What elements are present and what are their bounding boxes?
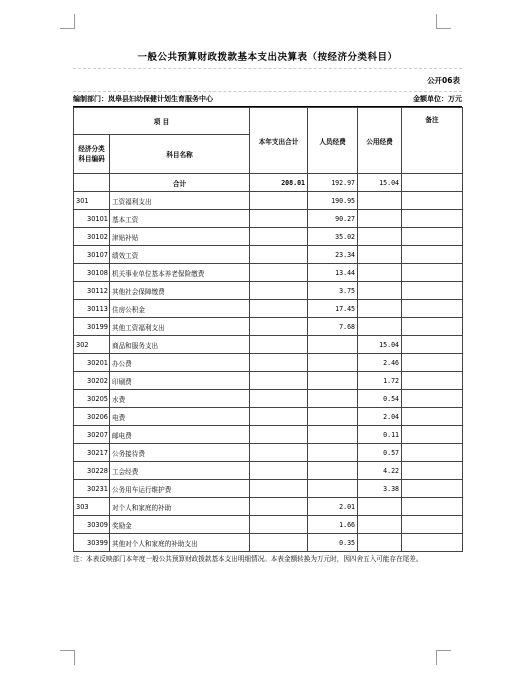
row-personnel <box>308 372 358 390</box>
unit-label: 金额单位：万元 <box>413 95 462 103</box>
row-total <box>250 264 308 282</box>
row-public <box>358 318 402 336</box>
row-name: 水费 <box>110 390 250 408</box>
row-personnel <box>308 408 358 426</box>
row-name: 其他对个人和家庭的补助支出 <box>110 534 250 552</box>
table-row <box>74 498 463 516</box>
header-item-group: 项 目 <box>74 108 250 135</box>
page-corner-mark-top-right <box>436 14 451 29</box>
row-code: 301 <box>74 192 110 210</box>
row-public <box>358 516 402 534</box>
row-personnel: 190.95 <box>308 192 358 210</box>
row-remark <box>402 462 463 480</box>
row-code: 30113 <box>74 300 110 318</box>
total-label: 合计 <box>110 174 250 192</box>
table-row <box>74 228 463 246</box>
row-code: 30207 <box>74 426 110 444</box>
table-header-row <box>74 108 463 135</box>
table-row <box>74 246 463 264</box>
row-public: 15.04 <box>358 336 402 354</box>
expenditure-table <box>73 107 463 552</box>
row-public <box>358 264 402 282</box>
row-public <box>358 192 402 210</box>
row-remark <box>402 192 463 210</box>
row-remark <box>402 228 463 246</box>
row-total <box>250 192 308 210</box>
row-name: 机关事业单位基本养老保险缴费 <box>110 264 250 282</box>
row-personnel: 7.68 <box>308 318 358 336</box>
total-personnel: 192.97 <box>308 174 358 192</box>
row-total <box>250 246 308 264</box>
row-total <box>250 210 308 228</box>
row-public <box>358 282 402 300</box>
row-code: 30199 <box>74 318 110 336</box>
row-personnel: 2.01 <box>308 498 358 516</box>
total-row <box>74 174 463 192</box>
row-public <box>358 228 402 246</box>
table-note: 注：本表反映部门本年度一般公共预算财政拨款基本支出明细情况。本表金额转换为万元时，因四舍五入可能存在尾差。 <box>73 555 423 563</box>
row-code: 30101 <box>74 210 110 228</box>
row-remark <box>402 390 463 408</box>
row-total <box>250 228 308 246</box>
row-remark <box>402 516 463 534</box>
row-remark <box>402 426 463 444</box>
row-code: 30217 <box>74 444 110 462</box>
row-personnel: 23.34 <box>308 246 358 264</box>
table-body <box>74 192 463 552</box>
row-name: 办公费 <box>110 354 250 372</box>
row-total <box>250 300 308 318</box>
table-row <box>74 462 463 480</box>
row-public: 0.54 <box>358 390 402 408</box>
row-remark <box>402 336 463 354</box>
row-personnel: 13.44 <box>308 264 358 282</box>
page-corner-mark-bottom-left <box>60 650 75 665</box>
row-total <box>250 282 308 300</box>
row-name: 奖励金 <box>110 516 250 534</box>
row-public: 3.38 <box>358 480 402 498</box>
table-row <box>74 264 463 282</box>
row-code: 302 <box>74 336 110 354</box>
header-personnel: 人员经费 <box>308 108 358 174</box>
table-row <box>74 336 463 354</box>
row-remark <box>402 300 463 318</box>
table-row <box>74 408 463 426</box>
row-personnel: 35.02 <box>308 228 358 246</box>
table-row <box>74 318 463 336</box>
row-total <box>250 372 308 390</box>
table-row <box>74 372 463 390</box>
row-total <box>250 480 308 498</box>
table-row <box>74 210 463 228</box>
row-remark <box>402 372 463 390</box>
row-name: 基本工资 <box>110 210 250 228</box>
header-total: 本年支出合计 <box>250 108 308 174</box>
row-total <box>250 336 308 354</box>
row-code: 30201 <box>74 354 110 372</box>
row-name: 公务接待费 <box>110 444 250 462</box>
row-total <box>250 426 308 444</box>
org-label: 编制部门：岚皋县妇幼保健计划生育服务中心 <box>73 95 213 103</box>
row-code: 30399 <box>74 534 110 552</box>
row-personnel <box>308 444 358 462</box>
row-remark <box>402 354 463 372</box>
row-name: 邮电费 <box>110 426 250 444</box>
page-corner-mark-top-left <box>60 14 75 29</box>
row-code: 30112 <box>74 282 110 300</box>
row-personnel <box>308 480 358 498</box>
row-name: 住房公积金 <box>110 300 250 318</box>
row-total <box>250 444 308 462</box>
row-personnel <box>308 336 358 354</box>
form-code: 公开06表 <box>73 69 462 92</box>
row-personnel <box>308 426 358 444</box>
row-remark <box>402 444 463 462</box>
row-code: 30309 <box>74 516 110 534</box>
row-public: 2.04 <box>358 408 402 426</box>
row-name: 其他社会保障缴费 <box>110 282 250 300</box>
row-public <box>358 498 402 516</box>
total-amount: 208.01 <box>250 174 308 192</box>
row-code: 30102 <box>74 228 110 246</box>
row-name: 工会经费 <box>110 462 250 480</box>
table-row <box>74 354 463 372</box>
row-name: 印刷费 <box>110 372 250 390</box>
row-personnel: 90.27 <box>308 210 358 228</box>
row-public: 4.22 <box>358 462 402 480</box>
report-sheet <box>73 44 462 564</box>
row-total <box>250 408 308 426</box>
row-public <box>358 300 402 318</box>
row-name: 绩效工资 <box>110 246 250 264</box>
row-public <box>358 534 402 552</box>
row-total <box>250 318 308 336</box>
total-public: 15.04 <box>358 174 402 192</box>
table-row <box>74 534 463 552</box>
row-personnel: 3.75 <box>308 282 358 300</box>
row-code: 30205 <box>74 390 110 408</box>
header-name: 科目名称 <box>110 135 250 174</box>
row-code: 30107 <box>74 246 110 264</box>
row-remark <box>402 318 463 336</box>
row-name: 对个人和家庭的补助 <box>110 498 250 516</box>
row-code: 30231 <box>74 480 110 498</box>
row-public: 0.57 <box>358 444 402 462</box>
row-personnel <box>308 462 358 480</box>
table-row <box>74 300 463 318</box>
row-total <box>250 354 308 372</box>
table-row <box>74 192 463 210</box>
row-personnel: 1.66 <box>308 516 358 534</box>
table-row <box>74 282 463 300</box>
row-name: 公务用车运行维护费 <box>110 480 250 498</box>
row-personnel: 17.45 <box>308 300 358 318</box>
header-public: 公用经费 <box>358 108 402 174</box>
row-remark <box>402 534 463 552</box>
row-name: 电费 <box>110 408 250 426</box>
row-name: 其他工资福利支出 <box>110 318 250 336</box>
table-row <box>74 444 463 462</box>
row-total <box>250 534 308 552</box>
table-row <box>74 426 463 444</box>
row-total <box>250 498 308 516</box>
table-row <box>74 480 463 498</box>
row-total <box>250 462 308 480</box>
report-title: 一般公共预算财政拨款基本支出决算表（按经济分类科目） <box>73 44 462 69</box>
row-total <box>250 516 308 534</box>
row-public: 1.72 <box>358 372 402 390</box>
row-code: 30202 <box>74 372 110 390</box>
header-code: 经济分类科目编码 <box>74 135 110 174</box>
row-public <box>358 210 402 228</box>
row-public: 0.11 <box>358 426 402 444</box>
row-remark <box>402 264 463 282</box>
table-row <box>74 516 463 534</box>
row-total <box>250 390 308 408</box>
row-personnel <box>308 354 358 372</box>
row-public <box>358 246 402 264</box>
report-meta-row <box>73 92 462 107</box>
row-remark <box>402 408 463 426</box>
row-code: 30206 <box>74 408 110 426</box>
row-personnel: 0.35 <box>308 534 358 552</box>
row-remark <box>402 246 463 264</box>
table-row <box>74 390 463 408</box>
row-remark <box>402 282 463 300</box>
row-public: 2.46 <box>358 354 402 372</box>
row-name: 工资福利支出 <box>110 192 250 210</box>
row-remark <box>402 498 463 516</box>
row-name: 津贴补贴 <box>110 228 250 246</box>
row-remark <box>402 210 463 228</box>
row-personnel <box>308 390 358 408</box>
page-corner-mark-bottom-right <box>436 650 451 665</box>
row-remark <box>402 480 463 498</box>
row-code: 303 <box>74 498 110 516</box>
row-code: 30108 <box>74 264 110 282</box>
header-remark: 备注 <box>402 108 463 174</box>
row-code: 30228 <box>74 462 110 480</box>
row-name: 商品和服务支出 <box>110 336 250 354</box>
